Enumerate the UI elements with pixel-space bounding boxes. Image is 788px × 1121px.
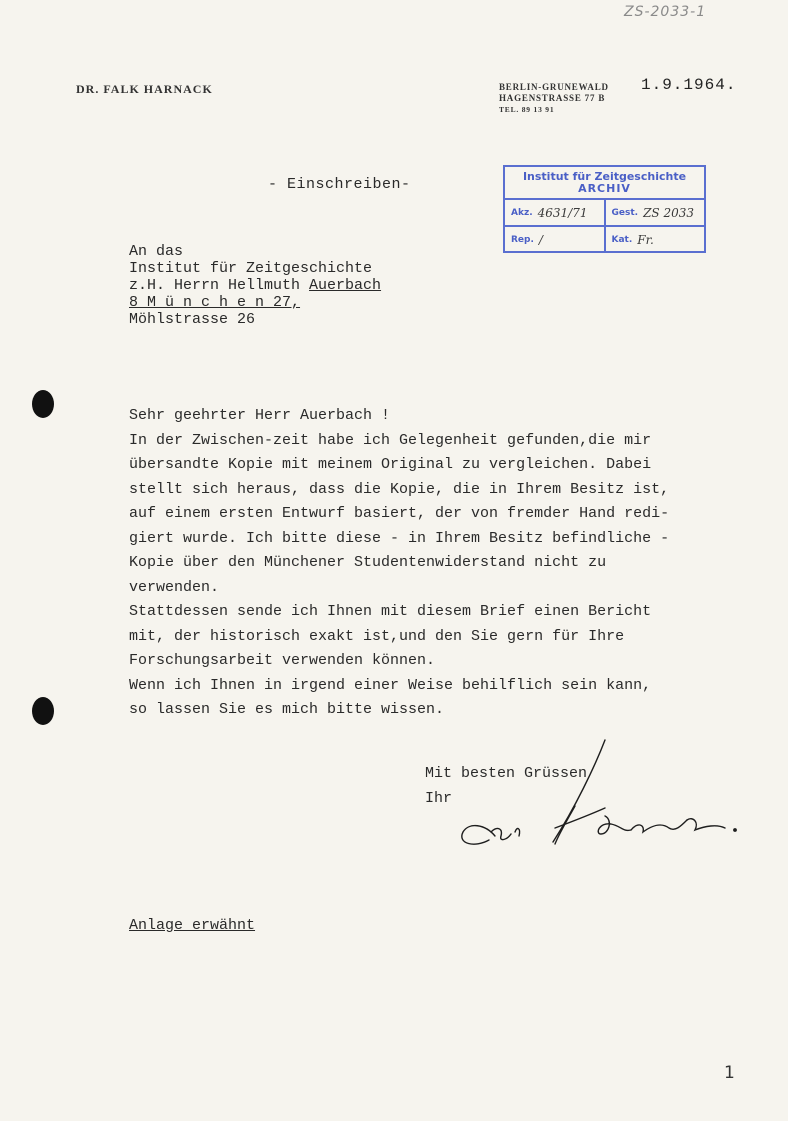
- stamp-gest-value: ZS 2033: [643, 205, 694, 220]
- closing-line: Ihr: [425, 790, 453, 807]
- stamp-rep-value: /: [538, 232, 543, 247]
- stamp-cell-akz: [505, 200, 604, 225]
- stamp-row: [505, 225, 704, 252]
- body-line: Forschungsarbeit verwenden können.: [129, 652, 436, 669]
- body-line: mit, der historisch exakt ist,und den Sie gern für Ihre: [129, 627, 625, 645]
- recipient-prefix: z.H. Herrn Hellmuth: [129, 277, 310, 294]
- stamp-institute: Institut für Zeitgeschichte: [522, 170, 687, 183]
- recipient-street: Möhlstrasse 26: [129, 311, 256, 328]
- archive-reference: ZS-2033-1: [624, 4, 707, 20]
- closing-line: Mit besten Grüssen: [425, 765, 588, 782]
- recipient-name: Auerbach: [309, 277, 382, 294]
- stamp-kat-label: Kat.: [611, 234, 633, 245]
- punch-hole: [32, 697, 54, 725]
- recipient-address: [129, 243, 381, 328]
- punch-hole: [32, 390, 54, 418]
- stamp-akz-value: 4631/71: [537, 205, 588, 220]
- stamp-header: [505, 167, 704, 200]
- body-line: auf einem ersten Entwurf basiert, der von fremder Hand redi-: [129, 505, 670, 522]
- recipient-city: 8 M ü n c h e n 27,: [129, 294, 301, 311]
- stamp-cell-kat: [604, 227, 705, 252]
- stamp-cell-rep: [505, 227, 604, 252]
- letterhead-address: [499, 82, 609, 115]
- stamp-rep-label: Rep.: [511, 234, 534, 245]
- body-line: verwenden.: [129, 578, 220, 596]
- page-number: 1: [724, 1063, 735, 1083]
- delivery-note: - Einschreiben-: [268, 176, 411, 193]
- recipient-line: An das: [129, 243, 184, 260]
- stamp-archive: ARCHIV: [578, 182, 631, 195]
- body-line: In der Zwischen-zeit habe ich Gelegenheit gefunden,die mir: [129, 431, 652, 449]
- enclosure-note: Anlage erwähnt: [129, 917, 256, 934]
- letter-body: [129, 404, 729, 723]
- body-line: giert wurde. Ich bitte diese - in Ihrem Besitz befindliche -: [129, 529, 670, 547]
- letterhead-city: BERLIN-GRUNEWALD: [499, 82, 609, 92]
- body-line: übersandte Kopie mit meinem Original zu vergleichen. Dabei: [129, 456, 652, 473]
- signature: [455, 736, 745, 856]
- recipient-line: [129, 277, 381, 294]
- body-line: Wenn ich Ihnen in irgend einer Weise behilflich sein kann,: [129, 676, 652, 694]
- body-line: Stattdessen sende ich Ihnen mit diesem Brief einen Bericht: [129, 603, 652, 620]
- letter-date: 1.9.1964.: [641, 76, 737, 94]
- stamp-kat-value: Fr.: [637, 232, 654, 247]
- body-line: Kopie über den Münchener Studentenwiderstand nicht zu: [129, 554, 607, 571]
- letterhead-phone: TEL. 89 13 91: [499, 105, 555, 114]
- archive-stamp: [503, 165, 706, 253]
- stamp-gest-label: Gest.: [611, 207, 639, 218]
- letterhead-street: HAGENSTRASSE 77 B: [499, 93, 606, 103]
- recipient-line: Institut für Zeitgeschichte: [129, 260, 373, 277]
- letterhead-name: DR. FALK HARNACK: [76, 82, 213, 96]
- stamp-akz-label: Akz.: [511, 207, 533, 218]
- body-line: stellt sich heraus, dass die Kopie, die in Ihrem Besitz ist,: [129, 480, 670, 498]
- stamp-row: [505, 200, 704, 225]
- body-line: so lassen Sie es mich bitte wissen.: [129, 701, 445, 718]
- body-line: Sehr geehrter Herr Auerbach !: [129, 407, 391, 424]
- stamp-cell-gest: [604, 200, 705, 225]
